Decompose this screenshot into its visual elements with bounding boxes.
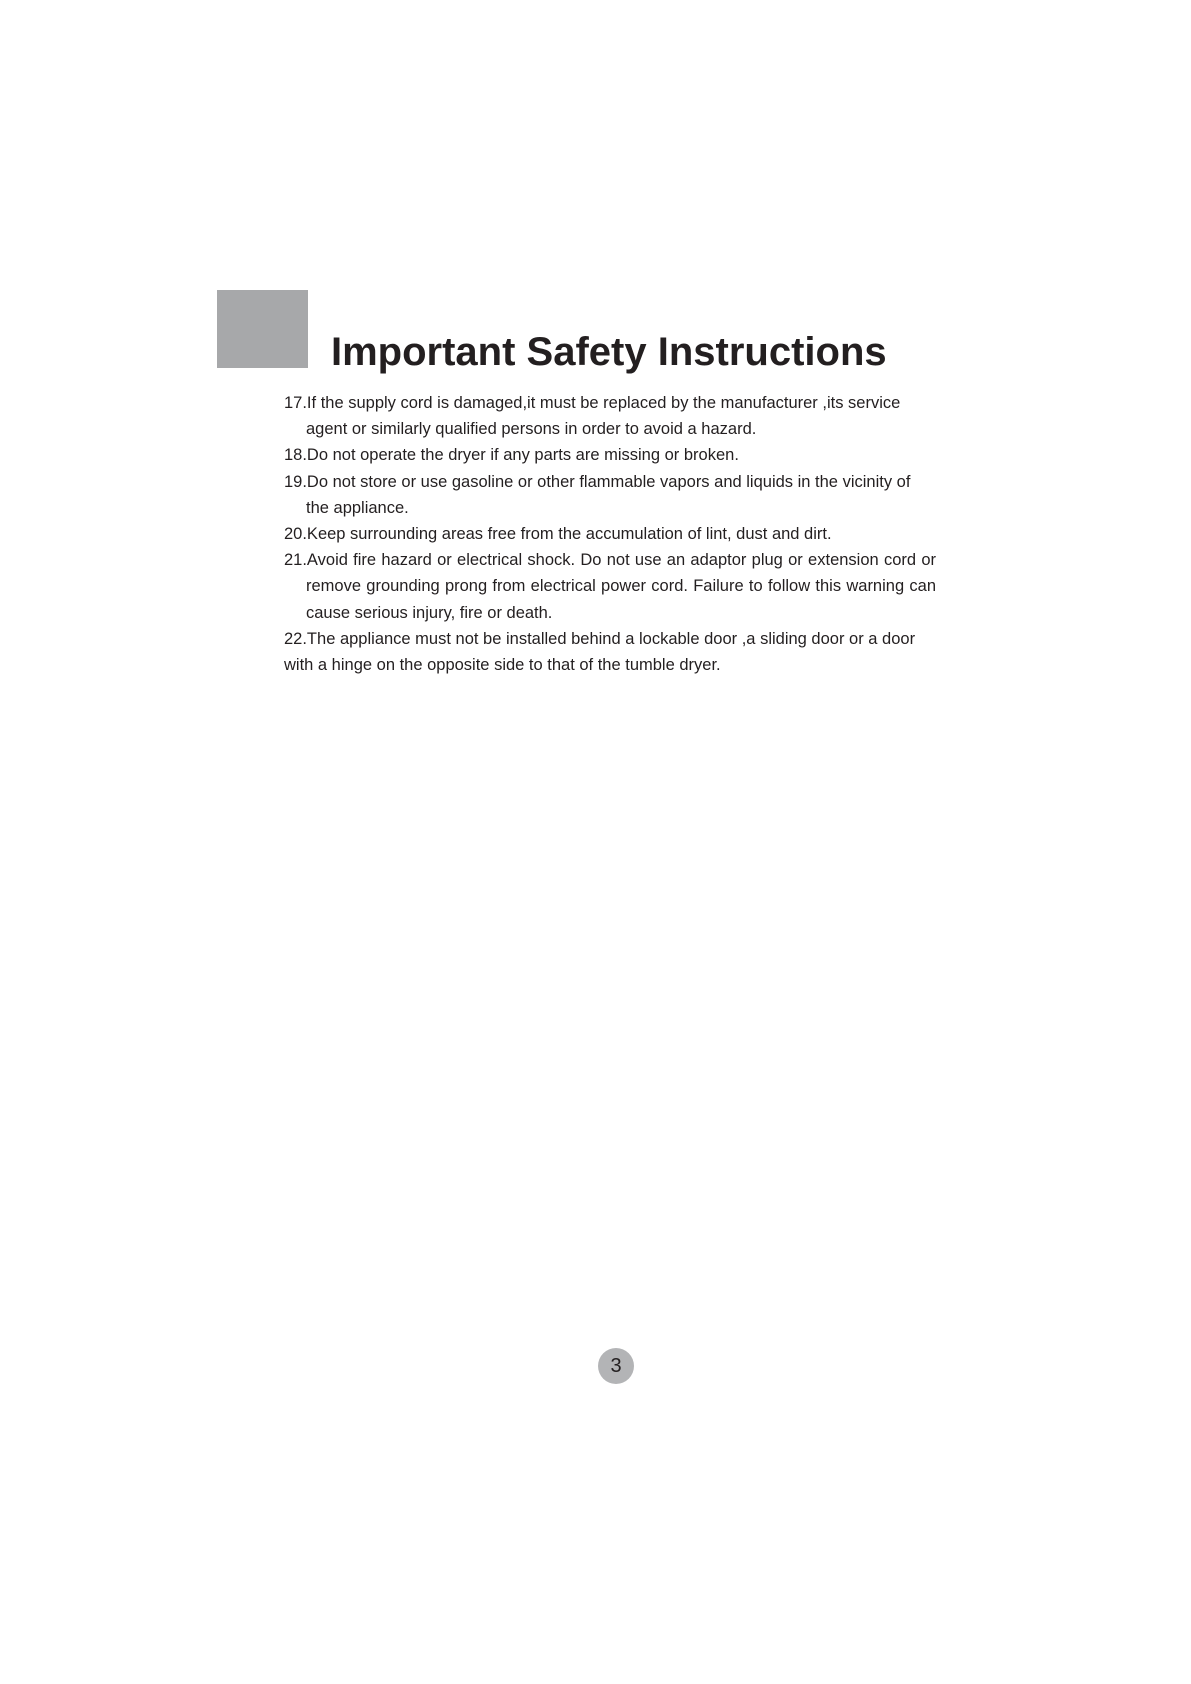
page-title: Important Safety Instructions [331, 330, 887, 374]
instruction-item-19: 19.Do not store or use gasoline or other flammable vapors and liquids in the vicinity of the appliance. [284, 472, 911, 517]
page-number-badge: 3 [598, 1348, 634, 1384]
instruction-list [284, 390, 936, 678]
header-gray-block [217, 290, 308, 368]
instruction-item-18: 18.Do not operate the dryer if any parts are missing or broken. [284, 446, 739, 465]
instruction-item-20: 20.Keep surrounding areas free from the accumulation of lint, dust and dirt. [284, 525, 832, 544]
instruction-item-21: 21.Avoid fire hazard or electrical shock. Do not use an adaptor plug or extension cord or remove grounding prong from electrical power cord. Failure to follow this warning can cause serious injury, fire or death. [284, 551, 936, 622]
instruction-item-22: 22.The appliance must not be installed behind a lockable door ,a sliding door or a door with a hinge on the opposite side to that of the tumble dryer. [284, 629, 916, 675]
instruction-item-17: 17.If the supply cord is damaged,it must be replaced by the manufacturer ,its service agent or similarly qualified persons in order to avoid a hazard. [284, 394, 901, 439]
